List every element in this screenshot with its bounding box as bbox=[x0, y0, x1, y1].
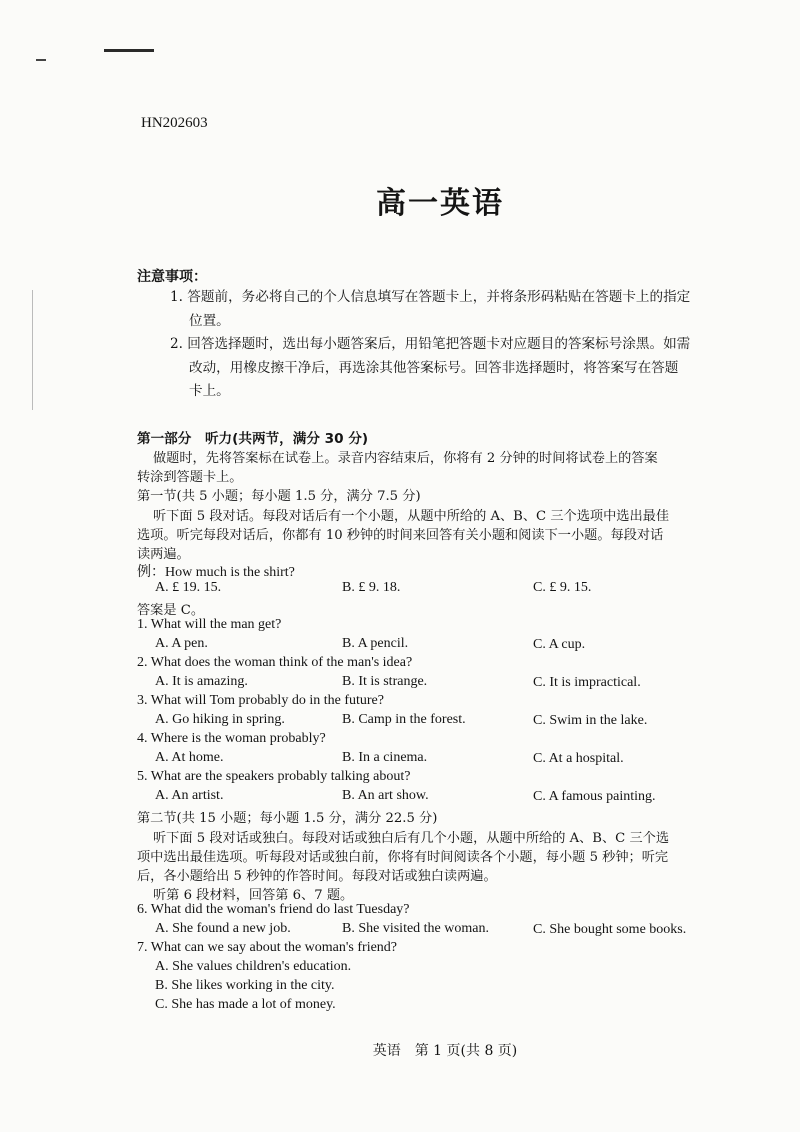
option-c: C. A famous painting. bbox=[533, 789, 656, 804]
question: 1. What will the man get? bbox=[137, 617, 282, 632]
instruction-line: 选项。听完每段对话后，你都有 10 秒钟的时间来回答有关小题和阅读下一小题。每段对话 bbox=[137, 528, 664, 543]
page-footer: 英语 第 1 页(共 8 页) bbox=[372, 1043, 518, 1059]
question: 3. What will Tom probably do in the future? bbox=[137, 693, 384, 708]
instruction-line: 听第 6 段材料，回答第 6、7 题。 bbox=[153, 888, 354, 903]
option-b: B. An art show. bbox=[342, 788, 429, 803]
example-option-a: A. £ 19. 15. bbox=[155, 580, 222, 595]
notice-line: 2. 回答选择题时，选出每小题答案后，用铅笔把答题卡对应题目的答案标号涂黑。如需 bbox=[170, 336, 691, 352]
instruction-line: 转涂到答题卡上。 bbox=[137, 470, 243, 485]
notice-line: 位置。 bbox=[189, 313, 230, 329]
notice-heading: 注意事项： bbox=[137, 269, 207, 285]
option-b: B. A pencil. bbox=[342, 636, 409, 651]
option-a: A. An artist. bbox=[155, 788, 224, 803]
notice-line: 卡上。 bbox=[189, 383, 230, 399]
instruction-line: 做题时，先将答案标在试卷上。录音内容结束后，你将有 2 分钟的时间将试卷上的答案 bbox=[153, 451, 658, 466]
option-c: C. She has made a lot of money. bbox=[155, 997, 336, 1012]
option-a: A. Go hiking in spring. bbox=[155, 712, 285, 727]
example-answer: 答案是 C。 bbox=[137, 603, 205, 618]
example-option-b: B. £ 9. 18. bbox=[342, 580, 401, 595]
option-c: C. It is impractical. bbox=[533, 675, 641, 690]
instruction-line: 项中选出最佳选项。听每段对话或独白前，你将有时间阅读各个小题，每小题 5 秒钟；听完 bbox=[137, 850, 669, 865]
scan-artifact bbox=[36, 59, 46, 61]
section-heading: 第二节(共 15 小题；每小题 1.5 分，满分 22.5 分) bbox=[137, 811, 438, 826]
section-heading: 第一节(共 5 小题；每小题 1.5 分，满分 7.5 分) bbox=[137, 489, 421, 504]
option-c: C. A cup. bbox=[533, 637, 586, 652]
option-a: A. A pen. bbox=[155, 636, 208, 651]
option-a: A. She found a new job. bbox=[155, 921, 291, 936]
instruction-line: 听下面 5 段对话或独白。每段对话或独白后有几个小题，从题中所给的 A、B、C 三个选 bbox=[153, 831, 670, 846]
notice-line: 改动，用橡皮擦干净后，再选涂其他答案标号。回答非选择题时，将答案写在答题 bbox=[189, 360, 679, 376]
question: 6. What did the woman's friend do last Tuesday? bbox=[137, 902, 410, 917]
option-a: A. At home. bbox=[155, 750, 224, 765]
option-a: A. She values children's education. bbox=[155, 959, 352, 974]
instruction-line: 听下面 5 段对话。每段对话后有一个小题，从题中所给的 A、B、C 三个选项中选出最佳 bbox=[153, 509, 670, 524]
part-heading: 第一部分 听力(共两节，满分 30 分) bbox=[137, 431, 369, 447]
option-c: C. She bought some books. bbox=[533, 922, 687, 937]
question: 5. What are the speakers probably talking about? bbox=[137, 769, 411, 784]
question: 4. Where is the woman probably? bbox=[137, 731, 326, 746]
question: 2. What does the woman think of the man's idea? bbox=[137, 655, 413, 670]
option-b: B. It is strange. bbox=[342, 674, 428, 689]
page-title: 高一英语 bbox=[376, 186, 504, 221]
option-b: B. In a cinema. bbox=[342, 750, 428, 765]
option-b: B. She visited the woman. bbox=[342, 921, 489, 936]
scan-artifact bbox=[104, 49, 154, 52]
notice-line: 1. 答题前，务必将自己的个人信息填写在答题卡上，并将条形码粘贴在答题卡上的指定 bbox=[170, 289, 691, 305]
option-a: A. It is amazing. bbox=[155, 674, 248, 689]
instruction-line: 后，各小题给出 5 秒钟的作答时间。每段对话或独白读两遍。 bbox=[137, 869, 497, 884]
example-option-c: C. £ 9. 15. bbox=[533, 580, 592, 595]
option-b: B. She likes working in the city. bbox=[155, 978, 335, 993]
option-c: C. Swim in the lake. bbox=[533, 713, 648, 728]
exam-serial: HN202603 bbox=[141, 115, 208, 131]
question: 7. What can we say about the woman's friend? bbox=[137, 940, 398, 955]
instruction-line: 读两遍。 bbox=[137, 547, 190, 562]
example-question: 例：How much is the shirt? bbox=[137, 565, 295, 580]
option-b: B. Camp in the forest. bbox=[342, 712, 466, 727]
option-c: C. At a hospital. bbox=[533, 751, 624, 766]
scan-artifact bbox=[32, 290, 33, 410]
